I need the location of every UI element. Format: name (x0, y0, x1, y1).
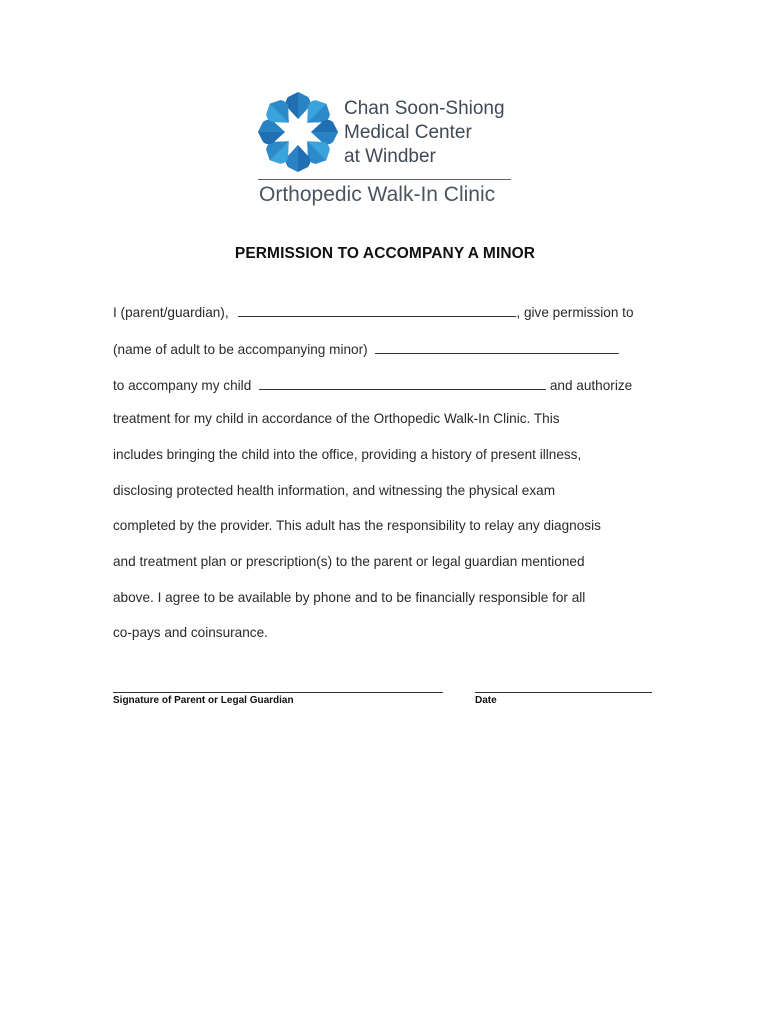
form-line-child (113, 377, 632, 393)
paragraph-line: above. I agree to be available by phone and to be financially responsible for all (113, 590, 586, 605)
adult-name-label: (name of adult to be accompanying minor) (113, 342, 368, 357)
paragraph-line: treatment for my child in accordance of the Orthopedic Walk-In Clinic. This (113, 411, 560, 426)
clinic-logo (258, 92, 518, 212)
give-permission-text: , give permission to (516, 305, 634, 320)
parent-signature-field[interactable] (113, 692, 443, 693)
paragraph-line: includes bringing the child into the office, providing a history of present illness, (113, 447, 582, 462)
date-field[interactable] (475, 692, 652, 693)
parent-signature-label: Signature of Parent or Legal Guardian (113, 695, 294, 706)
paragraph-line: co-pays and coinsurance. (113, 625, 268, 640)
adult-name-field[interactable] (375, 341, 619, 354)
form-line-adult (113, 341, 619, 357)
child-label: to accompany my child (113, 378, 252, 393)
logo-text-line-2: Medical Center (344, 122, 472, 143)
logo-divider (258, 179, 511, 180)
paragraph-line: disclosing protected health information, and witnessing the physical exam (113, 483, 556, 498)
parent-guardian-field[interactable] (238, 304, 516, 317)
logo-clinic-name: Orthopedic Walk-In Clinic (259, 183, 496, 206)
paragraph-line: completed by the provider. This adult has the responsibility to relay any diagnosis (113, 518, 601, 533)
logo-text-line-3: at Windber (344, 146, 436, 167)
star-logo-icon (258, 92, 338, 172)
paragraph-line: and treatment plan or prescription(s) to the parent or legal guardian mentioned (113, 554, 585, 569)
form-title: PERMISSION TO ACCOMPANY A MINOR (234, 245, 536, 262)
date-label: Date (475, 695, 497, 706)
form-line-parent (113, 304, 634, 320)
authorize-text: and authorize (549, 378, 633, 393)
parent-guardian-label: I (parent/guardian), (113, 305, 229, 320)
child-name-field[interactable] (259, 377, 546, 390)
logo-text-line-1: Chan Soon-Shiong (344, 98, 505, 119)
